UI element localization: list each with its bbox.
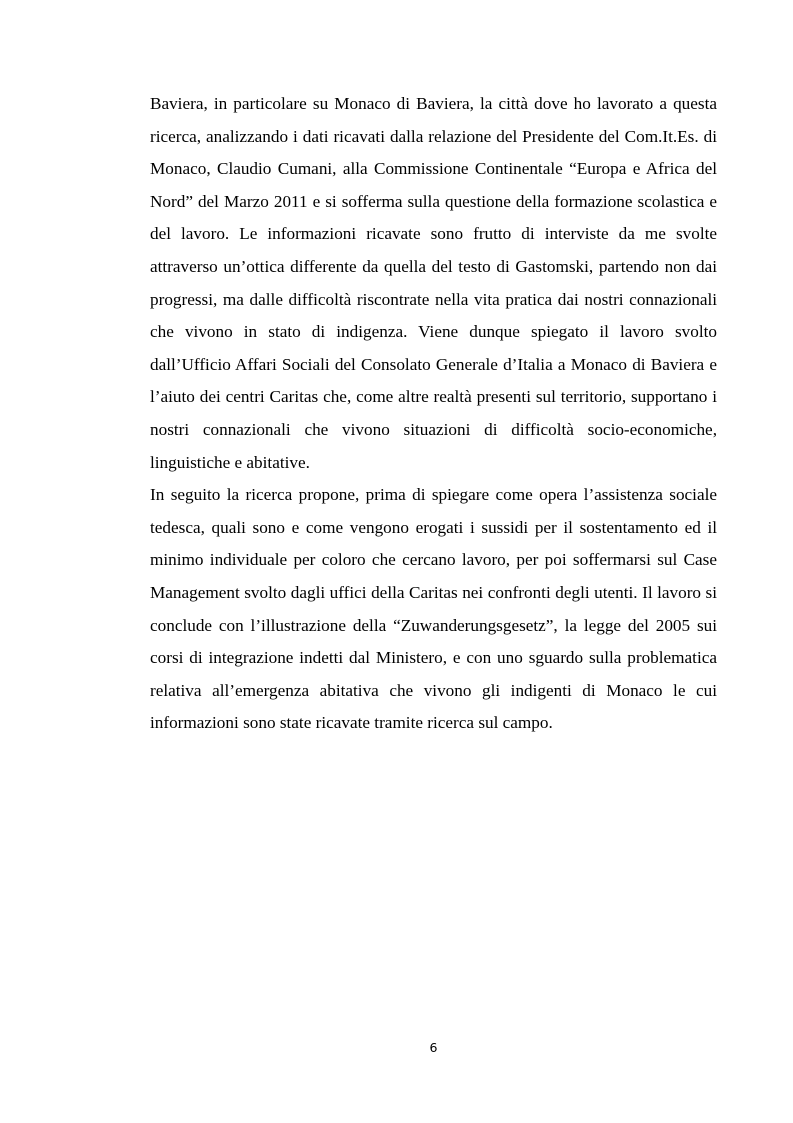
paragraph-1: Baviera, in particolare su Monaco di Baviera, la città dove ho lavorato a questa ricerca, analizzando i dati ricavati dalla relazione del Presidente del Com.It.Es. di Monaco, Claudio Cumani, alla Commissione Continentale “Europa e Africa del Nord” del Marzo 2011 e si sofferma sulla questione della formazione scolastica e del lavoro. Le informazioni ricavate sono frutto di interviste da me svolte attraverso un’ottica differente da quella del testo di Gastomski, partendo non dai progressi, ma dalle difficoltà riscontrate nella vita pratica dai nostri connazionali che vivono in stato di indigenza. Viene dunque spiegato il lavoro svolto dall’Ufficio Affari Sociali del Consolato Generale d’Italia a Monaco di Baviera e l’aiuto dei centri Caritas che, come altre realtà presenti sul territorio, supportano i nostri connazionali che vivono situazioni di difficoltà socio-economiche, linguistiche e abitative. [150, 94, 717, 472]
body-text [150, 88, 717, 740]
paragraph-2: In seguito la ricerca propone, prima di spiegare come opera l’assistenza sociale tedesca, quali sono e come vengono erogati i sussidi per il sostentamento ed il minimo individuale per coloro che cercano lavoro, per poi soffermarsi sul Case Management svolto dagli uffici della Caritas nei confronti degli utenti. Il lavoro si conclude con l’illustrazione della “Zuwanderungsgesetz”, la legge del 2005 sui corsi di integrazione indetti dal Ministero, e con uno sguardo sulla problematica relativa all’emergenza abitativa che vivono gli indigenti di Monaco le cui informazioni sono state ricavate tramite ricerca sul campo. [150, 485, 717, 733]
page-number: 6 [429, 1040, 438, 1055]
